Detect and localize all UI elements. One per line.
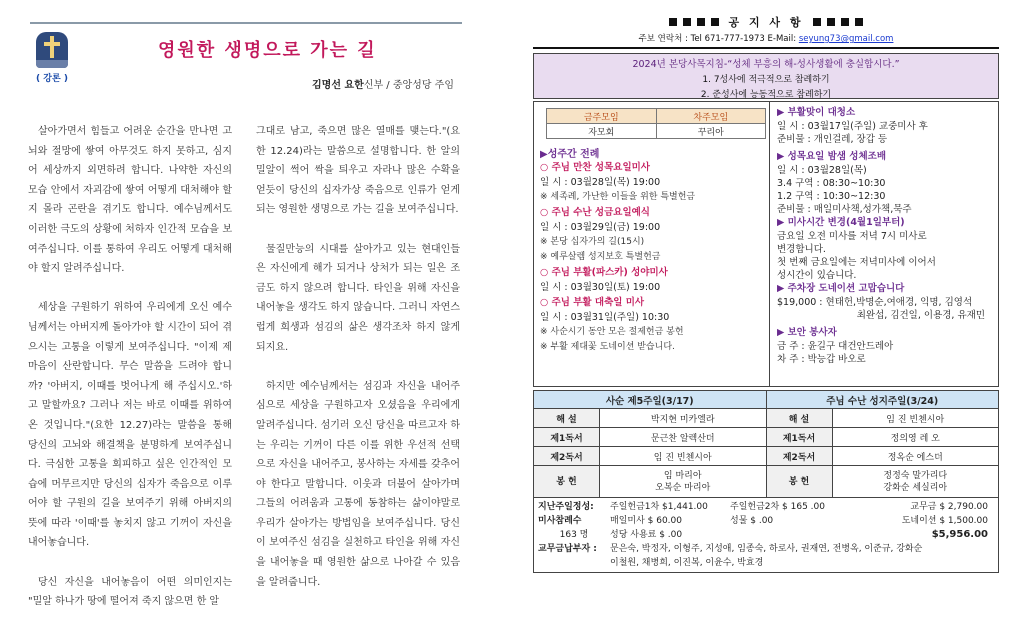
notices-left-column: 금주모임 차주모임 자모회 꾸리아 ▶성주간 전례 ○ 주님 만찬 성목요일미사 일 시 : 03월28일(목) 19:00 ※ 세족례, 가난한 이들을 위한 특별헌금 ○ 주님 수난 성금요일예식 일 시 : 03월29일(금) 19:00 ※ 본당 십자가의 길(15시) ※ 예루살렘 성지보호 특별헌금 ○ 주님 부활(파스카) 성야미사 일 시 : 03월30일(토) 19:00 ○ 주님 부활 대축일 미사 일 시 : 03월31일(주일) 10:30 ※ 사순시기 동안 모은 절제헌금 봉헌 ※ 부활 제대꽃 도네이션 받습니다. <box>534 102 770 386</box>
homily-column-1 <box>28 122 232 631</box>
holy-week-heading: ▶성주간 전례 <box>540 149 600 160</box>
notices-box <box>533 101 999 387</box>
table-row: 제2독서 임 진 빈첸시아 제2독서 정옥순 에스더 <box>534 447 999 466</box>
paragraph: 살아가면서 힘들고 어려운 순간을 만나면 고뇌와 절망에 쌓여 아무것도 하지 못하고, 심지어 세상까지 외면하려 합니다. 나약한 자신의 모습 안에서 자괴감에 쌓여 어떻게 대처해야 할지 몰라 곤란을 겪기도 합니다. 예수님께서도 이러한 극도의 상황에 처하자 인간적 모습을 보여주십니다. 이를 통하여 우리도 어떻게 대처해야 할지 알려주십니다. <box>28 126 232 275</box>
event-title: ○ 주님 만찬 성목요일미사 <box>540 162 650 173</box>
event-title: ○ 주님 수난 성금요일예식 <box>540 207 650 218</box>
homily-title: 영원한 생명으로 가는 길 <box>158 40 377 61</box>
paragraph: 물질만능의 시대를 살아가고 있는 현대인들은 자신에게 해가 되거나 상처가 되는 일은 조금도 하지 않으려 합니다. 타인을 위해 자신을 내어놓을 생각도 하지 않습니다. 그러니 자연스럽게 희생과 섬김의 삶은 생각조차 하지 않게 되지요. <box>256 243 460 353</box>
homily-page <box>28 14 462 614</box>
email-link[interactable]: seyung73@gmail.com <box>798 34 894 44</box>
table-row: 제1독서 문근찬 알렉산더 제1독서 정의영 레 오 <box>534 428 999 447</box>
offerings-summary: 지난주일정성: 주일헌금1차 $1,441.00 주일헌금2차 $ 165 .00 교무금 $ 2,790.00 미사참례수 매일미사 $ 60.00 성물 $ .00 도네이션 $ 1,500.00 163 명 성당 사용료 $ .00 $5,956.00 교무금납부자 : 문은숙, 박정자, 이형주, 지성애, 임종숙, 하로사, 권재연, 전병옥, 이준규, 강화순 이철원, 채병희, 이진복, 이윤수, 박효경 <box>533 498 999 573</box>
header-rule <box>533 47 999 49</box>
notice-title: 공 지 사 항 <box>728 16 804 29</box>
event-title: ○ 주님 부활(파스카) 성야미사 <box>540 267 668 278</box>
paragraph: 하지만 예수님께서는 섬김과 자신을 내어주심으로 세상을 구원하고자 오셨음을 우리에게 알려주십니다. 섬기러 오신 당신을 따르고자 하는 우리는 기꺼이 다른 이를 위한 우선적 선택으로 자신을 내어주고, 봉사하는 자세를 갖추어야 한다고 말합니다. 이웃과 더불어 살아가며 그들의 어려움과 고통에 동참하는 삶이야말로 우리가 살아가는 방법임을 보여주십니다. 당신이 보여주신 섬김을 실천하고 타인을 위해 자신을 내어놓을 때 영원한 삶으로 나아갈 수 있음을 알려줍니다. <box>256 380 460 588</box>
contact-line: 주보 연락처 : Tel 671-777-1973 E-Mail: seyung73@gmail.com <box>638 34 894 44</box>
notice-heading: ▶ 주차장 도네이션 고맙습니다 <box>777 283 905 294</box>
emblem-label: ( 강론 ) <box>36 74 68 84</box>
event-title: ○ 주님 부활 대축일 미사 <box>540 297 645 308</box>
paragraph: 그대로 남고, 죽으면 많은 열매를 맺는다."(요한 12.24)라는 말씀으로 설명합니다. 한 알의 밀알이 썩어 싹을 틔우고 자라나 많은 수확을 얻듯이 당신의 십자가상 죽음으로 인류가 얻게 되는 영원한 생명으로 가는 길을 보여주십니다. <box>256 126 460 216</box>
notice-heading: ▶ 성목요일 밤샘 성체조배 <box>777 151 886 162</box>
paragraph: 당신 자신을 내어놓음이 어떤 의미인지는 "밀알 하나가 땅에 떨어져 죽지 않으면 한 알 <box>28 576 232 608</box>
homily-author: 김명선 요한신부 / 중앙성당 주임 <box>312 80 454 91</box>
liturgy-roster-table <box>533 390 999 498</box>
church-cross-icon <box>36 32 68 68</box>
roster-header: 사순 제5주일(3/17) <box>534 391 767 409</box>
homily-column-2 <box>256 122 460 612</box>
notice-heading: ▶ 미사시간 변경(4월1일부터) <box>777 217 905 228</box>
notice-heading: ▶ 보안 봉사자 <box>777 327 837 338</box>
notice-page <box>533 14 999 573</box>
pastoral-theme-box: 2024년 본당사목지침-“성체 부흥의 해-성사생활에 충실합시다.” 1. 7성사에 적극적으로 참례하기 2. 준성사에 능동적으로 참례하기 <box>533 53 999 99</box>
notice-heading: ▶ 부활맞이 대청소 <box>777 107 856 118</box>
table-row: 해 설 박지현 미카엘라 해 설 임 진 빈첸시아 <box>534 409 999 428</box>
meetings-table: 금주모임 차주모임 자모회 꾸리아 <box>546 108 766 139</box>
top-rule <box>30 22 462 24</box>
homily-emblem <box>34 32 70 88</box>
roster-header: 주님 수난 성지주일(3/24) <box>766 391 999 409</box>
notices-right-column: ▶ 부활맞이 대청소 일 시 : 03월17일(주일) 교중미사 후 준비물 : 개인걸레, 장갑 등 ▶ 성목요일 밤샘 성체조배 일 시 : 03월28일(목) 3.4 구역 : 08:30~10:30 1.2 구역 : 10:30~12:30 준비물 : 매일미사책,성가책,묵주 ▶ 미사시간 변경(4월1일부터) 금요일 오전 미사를 저녁 7시 미사로 변경합니다. 첫 번째 금요일에는 저녁미사에 이어서 성시간이 있습니다. ▶ 주차장 도네이션 고맙습니다 $19,000 : 현태헌,박명순,여애경, 익명, 김영석 최완섭, 김건일, 이용경, 유재민 ▶ 보안 봉사자 금 주 : 윤길구 대건안드레아 차 주 : 박능갑 바오로 <box>771 102 999 386</box>
notice-header <box>533 14 999 28</box>
offering-total: $5,956.00 <box>931 529 988 540</box>
paragraph: 세상을 구원하기 위하여 우리에게 오신 예수님께서는 아버지께 돌아가야 할 시간이 되어 겪으시는 고통을 이렇게 보여주십니다. "이제 제 마음이 산란합니다. 무슨 말씀을 드려야 합니까? '아버지, 이때를 벗어나게 해 주십시오.'하고 말할까요? 그러나 저는 바로 이때를 위하여 온 것입니다."(요한 12.27)라는 말씀을 통해 당신의 고뇌와 해결책을 분명하게 보여주십니다. 극심한 고통을 회피하고 싶은 인간적인 모습에 머무르지만 당신의 십자가 죽음으로 이루어야 할 구원의 길을 보여주기 위해 아버지의 뜻에 따라 '이때'를 놓치지 않고 기꺼이 자신을 내어놓습니다. <box>28 302 232 549</box>
table-row: 봉 헌 임 마리아 오복순 마리아 봉 헌 정정숙 말가리다 강화순 세실리아 <box>534 466 999 498</box>
